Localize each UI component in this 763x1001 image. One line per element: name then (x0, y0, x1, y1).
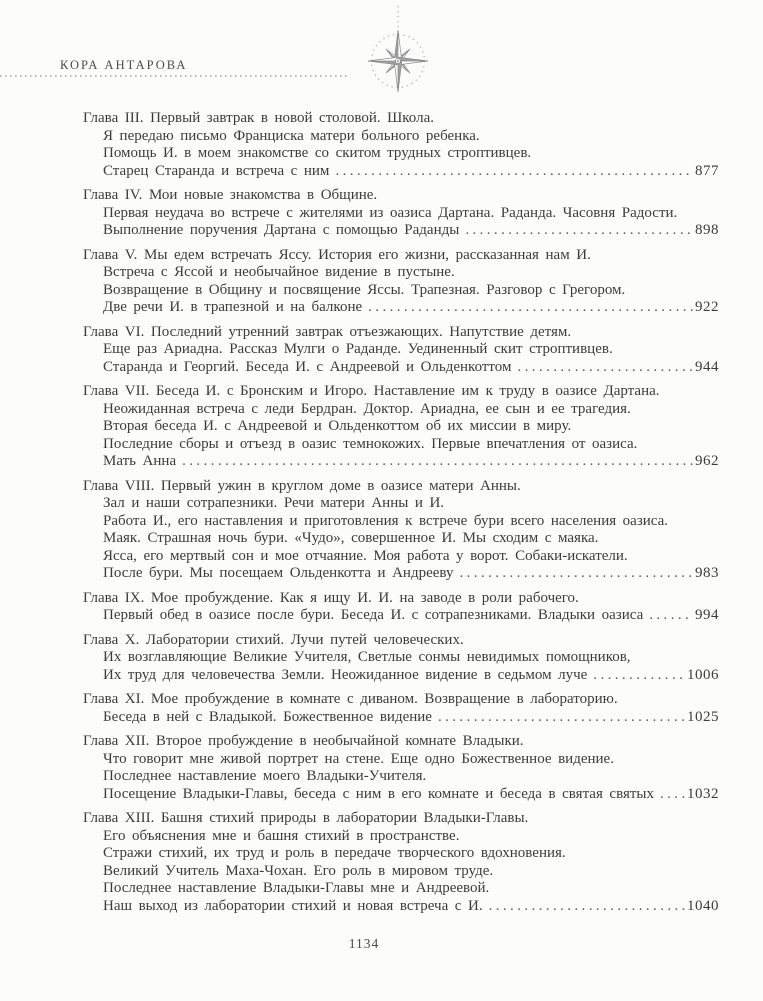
toc-subtitle-line: Работа И., его наставления и приготовления к встрече бури всего населения оазиса. (103, 512, 669, 529)
toc-subtitle-line (83, 709, 719, 727)
toc-entry (83, 247, 719, 317)
toc-subtitle-line: Встреча с Яссой и необычайное видение в пустыне. (103, 264, 455, 280)
toc-chapter-line: Глава IV. Мои новые знакомства в Общине. (83, 187, 378, 203)
toc-chapter-line: Глава XII. Второе пробуждение в необычайной комнате Владыки. (83, 733, 524, 749)
dot-leader (660, 786, 685, 804)
toc-subtitle-line: Его объяснения мне и башня стихий в пространстве. (103, 827, 460, 844)
toc-subtitle-line: Великий Учитель Маха-Чохан. Его роль в мировом труде. (103, 862, 494, 879)
toc-page-number: 1006 (687, 666, 719, 683)
toc-line-text: Выполнение поручения Дартана с помощью Раданды (103, 222, 460, 238)
toc-chapter-line: Глава V. Мы едем встречать Яссу. История его жизни, рассказанная нам И. (83, 246, 591, 263)
toc-subtitle-line: Последнее наставление моего Владыки-Учителя. (103, 768, 427, 784)
toc-subtitle-line (83, 453, 719, 471)
dot-leader (465, 222, 693, 240)
toc-subtitle-line: Что говорит мне живой портрет на стене. Еще одно Божественное видение. (103, 750, 614, 767)
toc-line-text: Посещение Владыки-Главы, беседа с ним в его комнате и беседа в святая святых (103, 785, 654, 802)
toc-page-number: 944 (695, 358, 719, 375)
toc-entry (83, 187, 719, 240)
toc-subtitle-line (83, 222, 719, 240)
toc-chapter-line: Глава VIII. Первый ужин в круглом доме в оазисе матери Анны. (83, 477, 521, 494)
dot-leader (368, 299, 693, 317)
toc-list (83, 110, 719, 922)
header-dotted-rule (0, 75, 348, 77)
toc-entry (83, 733, 719, 803)
toc-page-number: 983 (695, 565, 719, 581)
toc-subtitle-line: Стражи стихий, их труд и роль в передаче творческого вдохновения. (103, 845, 566, 861)
toc-line-text: Беседа в ней с Владыкой. Божественное видение (103, 708, 432, 725)
toc-subtitle-line: Вторая беседа И. с Андреевой и Ольденкоттом об их миссии в миру. (103, 418, 572, 434)
toc-chapter-line: Глава VI. Последний утренний завтрак отъезжающих. Напутствие детям. (83, 323, 572, 340)
toc-page-number: 898 (695, 222, 719, 238)
toc-subtitle-line: Первая неудача во встрече с жителями из оазиса Дартана. Раданда. Часовня Радости. (103, 204, 678, 221)
toc-page-number: 877 (695, 162, 719, 179)
toc-subtitle-line: Помощь И. в моем знакомстве со скитом трудных строптивцев. (103, 145, 532, 161)
toc-chapter-line: Глава XI. Мое пробуждение в комнате с диваном. Возвращение в лабораторию. (83, 691, 618, 707)
toc-page-number: 962 (695, 453, 719, 469)
toc-chapter-line: Глава XIII. Башня стихий природы в лаборатории Владыки-Главы. (83, 810, 529, 826)
toc-subtitle-line: Их возглавляющие Великие Учителя, Светлые сонмы невидимых помощников, (103, 649, 631, 665)
toc-line-text: Их труд для человечества Земли. Неожиданное видение в седьмом луче (103, 666, 588, 683)
toc-subtitle-line (83, 667, 719, 685)
toc-line-text: После бури. Мы посещаем Ольденкотта и Андрееву (103, 565, 454, 581)
toc-subtitle-line: Зал и наши сотрапезники. Речи матери Анны и И. (103, 495, 445, 511)
toc-entry (83, 691, 719, 726)
dot-leader (593, 667, 685, 685)
toc-line-text: Наш выход из лаборатории стихий и новая встреча с И. (103, 897, 483, 914)
toc-entry (83, 478, 719, 583)
toc-subtitle-line: Последние сборы и отъезд в оазис темнокожих. Первые впечатления от оазиса. (103, 435, 638, 452)
toc-subtitle-line: Я передаю письмо Франциска матери больного ребенка. (103, 127, 480, 144)
dot-leader (335, 163, 693, 181)
toc-line-text: Мать Анна (103, 453, 177, 469)
toc-chapter-line: Глава III. Первый завтрак в новой столовой. Школа. (83, 110, 434, 126)
toc-line-text: Две речи И. в трапезной и на балконе (103, 299, 363, 315)
toc-subtitle-line (83, 299, 719, 317)
toc-chapter-line: Глава IX. Мое пробуждение. Как я ищу И. И. на заводе в роли рабочего. (83, 589, 579, 606)
toc-subtitle-line (83, 565, 719, 583)
toc-entry (83, 383, 719, 471)
toc-subtitle-line (83, 163, 719, 181)
toc-chapter-line: Глава VII. Беседа И. с Бронским и Игоро. Наставление им к труду в оазисе Дартана. (83, 383, 660, 399)
page-header-author: КОРА АНТАРОВА (60, 58, 188, 72)
toc-line-text: Старанда и Георгий. Беседа И. с Андреевой и Ольденкоттом (103, 358, 512, 375)
toc-subtitle-line: Еще раз Ариадна. Рассказ Мулги о Раданде. Уединенный скит строптивцев. (103, 341, 613, 357)
footer-page-number: 1134 (348, 936, 380, 951)
dot-leader (459, 565, 693, 583)
toc-entry (83, 810, 719, 915)
toc-entry (83, 632, 719, 685)
dot-leader (518, 359, 694, 377)
toc-subtitle-line: Последнее наставление Владыки-Главы мне и Андреевой. (103, 880, 490, 896)
toc-page-number: 1032 (687, 785, 719, 802)
toc-subtitle-line (83, 359, 719, 377)
toc-entry (83, 324, 719, 377)
dot-leader (182, 453, 693, 471)
toc-subtitle-line (83, 786, 719, 804)
toc-entry (83, 590, 719, 625)
toc-subtitle-line (83, 607, 719, 625)
dot-leader (649, 607, 693, 625)
toc-page-number: 922 (695, 299, 719, 315)
toc-subtitle-line (83, 898, 719, 916)
compass-rose-icon (343, 4, 453, 120)
toc-subtitle-line: Ясса, его мертвый сон и мое отчаяние. Моя работа у ворот. Собаки-искатели. (103, 547, 628, 564)
toc-subtitle-line: Неожиданная встреча с леди Бердран. Доктор. Ариадна, ее сын и ее трагедия. (103, 400, 631, 417)
toc-page-number: 994 (695, 607, 719, 623)
toc-page-number: 1040 (687, 897, 719, 914)
toc-line-text: Первый обед в оазисе после бури. Беседа И. с сотрапезниками. Владыки оазиса (103, 607, 644, 623)
toc-subtitle-line: Маяк. Страшная ночь бури. «Чудо», совершенное И. Мы сходим с маяка. (103, 530, 599, 546)
dot-leader (438, 709, 685, 727)
toc-line-text: Старец Старанда и встреча с ним (103, 162, 330, 179)
toc-page-number: 1025 (687, 708, 719, 725)
toc-subtitle-line: Возвращение в Общину и посвящение Яссы. Трапезная. Разговор с Грегором. (103, 281, 626, 298)
toc-chapter-line: Глава X. Лаборатории стихий. Лучи путей человеческих. (83, 631, 464, 648)
toc-entry (83, 110, 719, 180)
dot-leader (489, 898, 685, 916)
